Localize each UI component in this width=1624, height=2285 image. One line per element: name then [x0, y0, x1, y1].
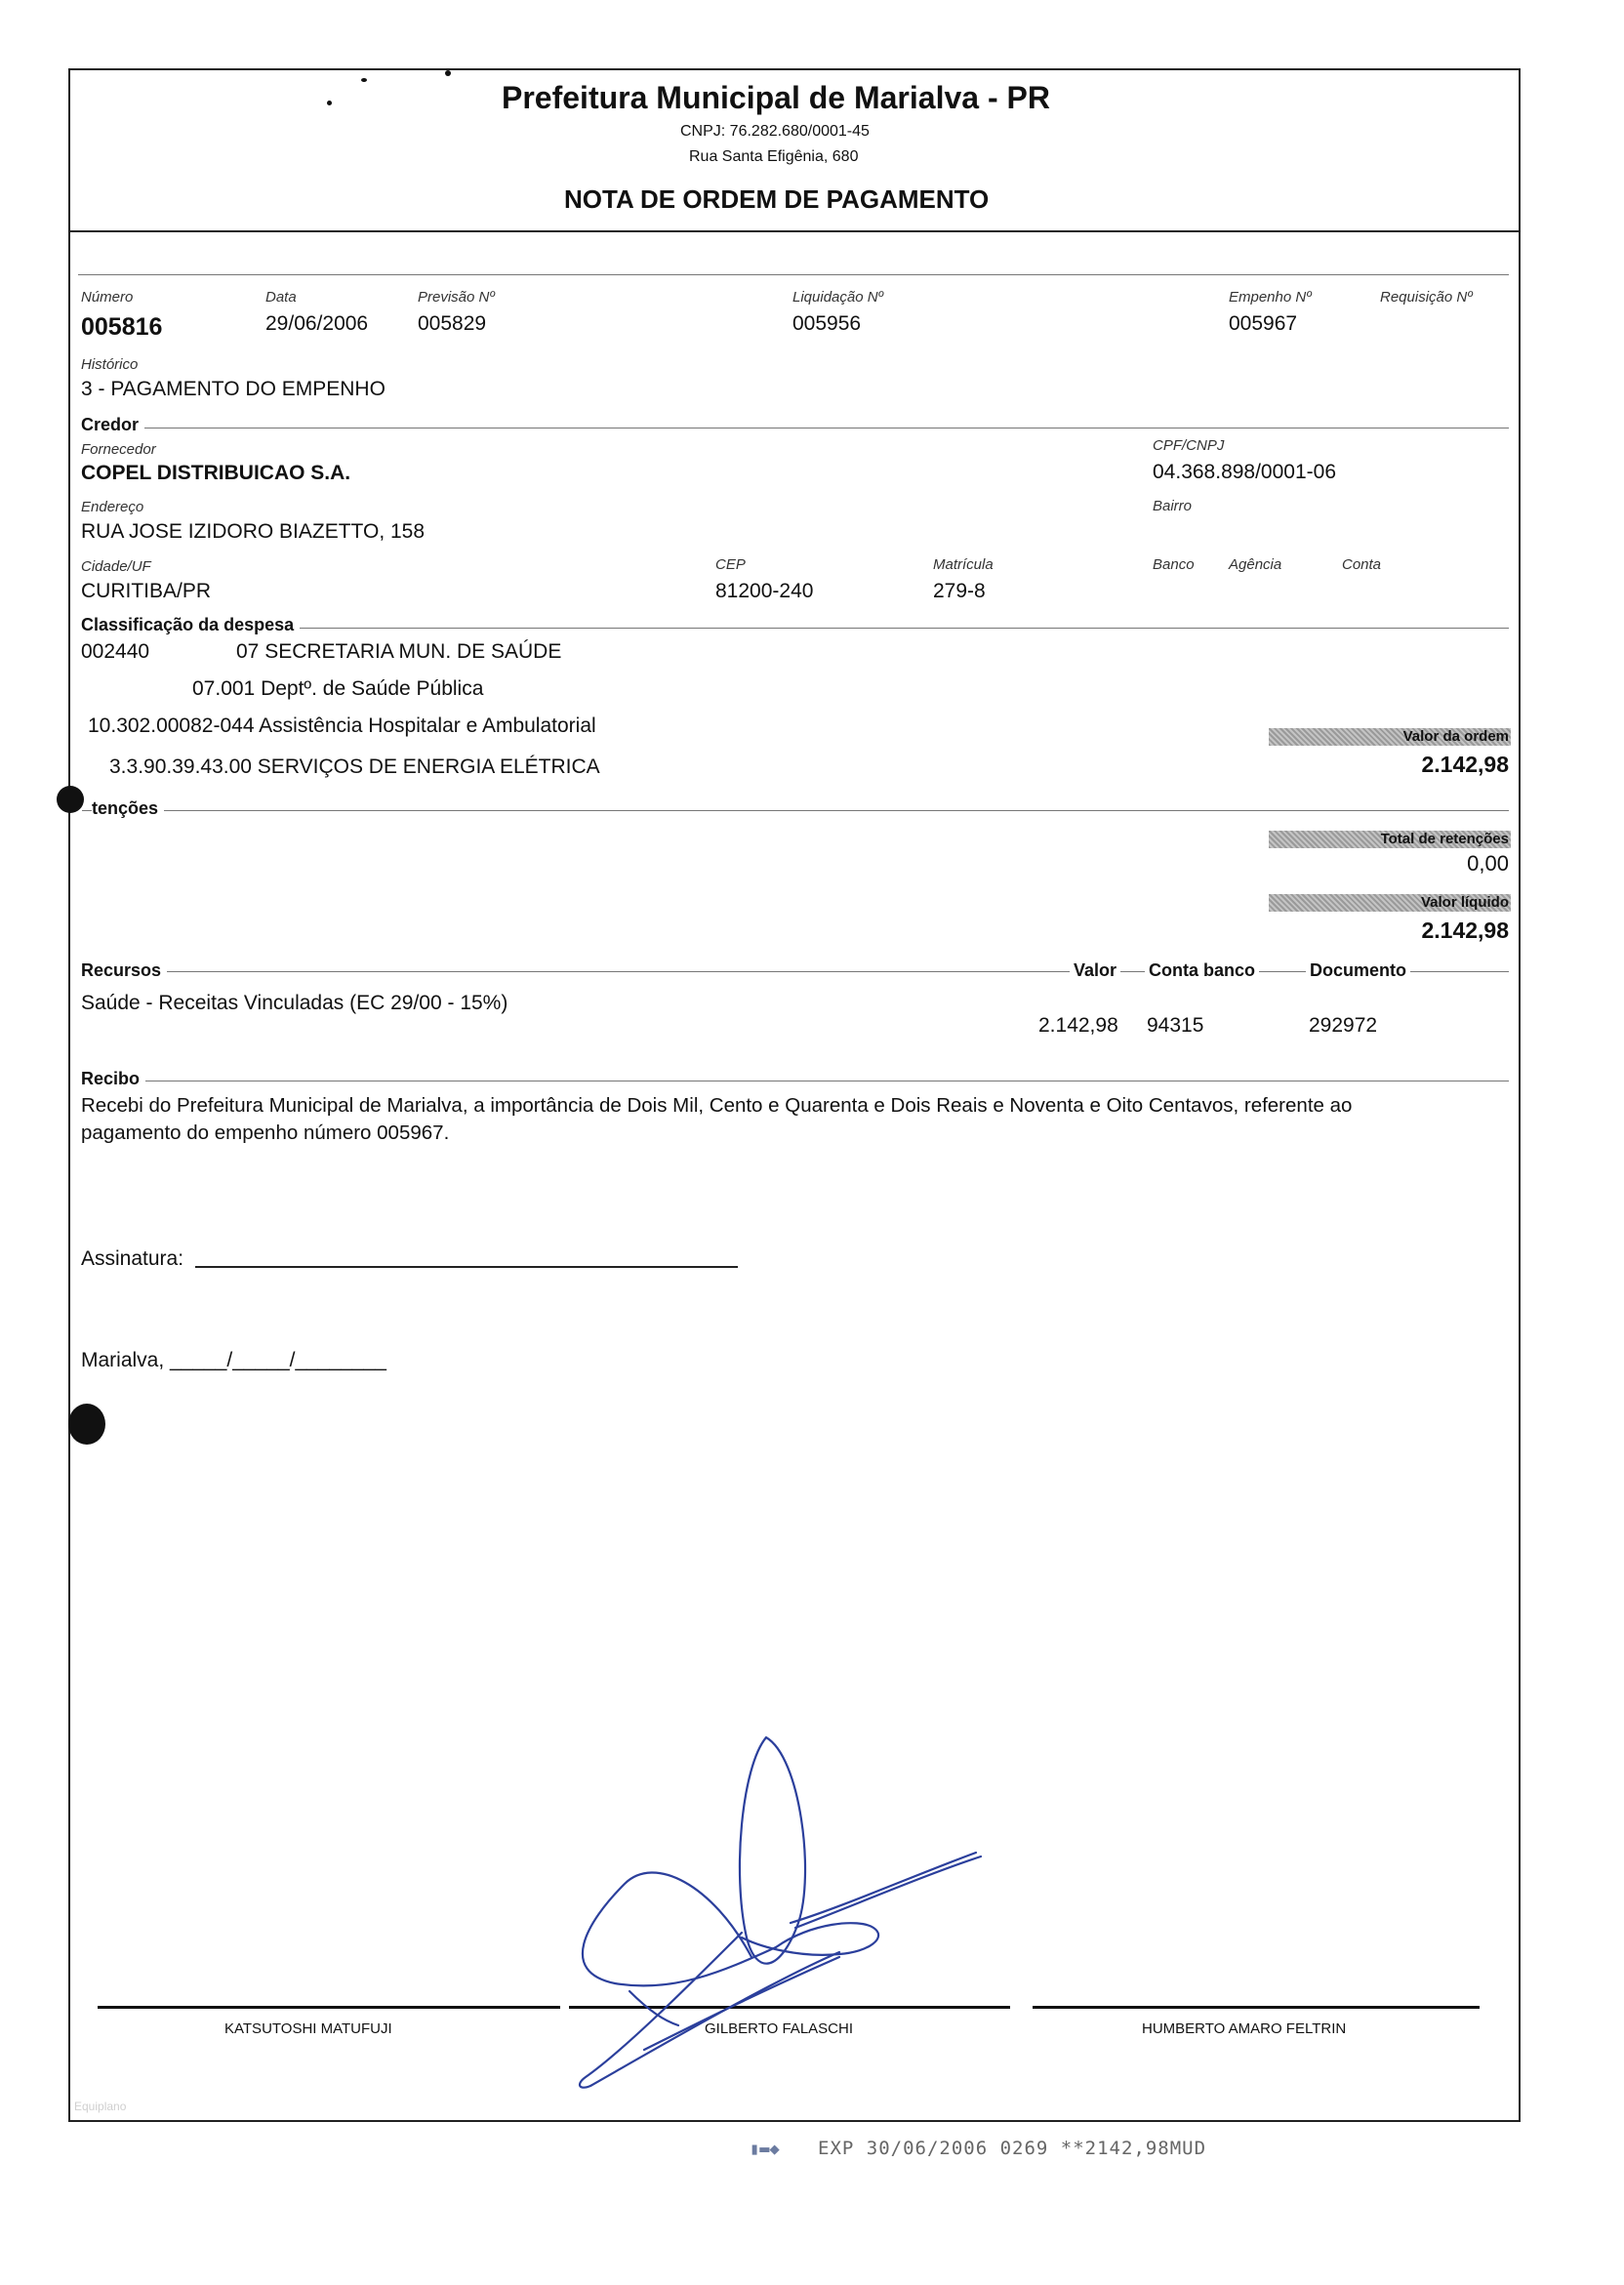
- banco-label: Banco: [1153, 556, 1195, 573]
- recursos-documento: 292972: [1309, 1014, 1378, 1037]
- assinatura-line: [195, 1266, 738, 1268]
- credor-section-label: Credor: [81, 415, 144, 435]
- recursos-valor-header: Valor: [1070, 960, 1120, 981]
- liquidacao-label: Liquidação Nº: [792, 289, 884, 306]
- signatory-name-3: HUMBERTO AMARO FELTRIN: [1142, 2020, 1347, 2037]
- fornecedor-label: Fornecedor: [81, 441, 156, 458]
- software-watermark: Equiplano: [74, 2100, 127, 2113]
- divider: [78, 274, 1509, 275]
- classificacao-code: 002440: [81, 640, 150, 663]
- liquidacao-value: 005956: [792, 312, 862, 335]
- total-retencoes-value: 0,00: [1467, 851, 1509, 876]
- total-retencoes-label: Total de retenções: [1380, 831, 1509, 847]
- retencoes-section-label: tenções: [92, 798, 164, 819]
- page-title: Prefeitura Municipal de Marialva - PR: [502, 80, 1050, 115]
- signatory-name-2: GILBERTO FALASCHI: [705, 2020, 853, 2037]
- numero-value: 005816: [81, 313, 163, 341]
- data-value: 29/06/2006: [265, 312, 369, 335]
- cep-value: 81200-240: [715, 580, 814, 602]
- scan-speck: [327, 101, 332, 105]
- signatory-name-1: KATSUTOSHI MATUFUJI: [224, 2020, 392, 2037]
- classificacao-section-label: Classificação da despesa: [81, 615, 300, 635]
- recursos-conta-banco: 94315: [1147, 1014, 1204, 1037]
- programa-text: 10.302.00082-044 Assistência Hospitalar e Ambulatorial: [88, 714, 596, 737]
- requisicao-label: Requisição Nº: [1380, 289, 1473, 306]
- fornecedor-value: COPEL DISTRIBUICAO S.A.: [81, 462, 351, 484]
- local-data-line: Marialva, _____/_____/________: [81, 1349, 386, 1371]
- recursos-conta-banco-header: Conta banco: [1145, 960, 1259, 981]
- empenho-label: Empenho Nº: [1229, 289, 1312, 306]
- departamento-text: 07.001 Deptº. de Saúde Pública: [192, 677, 484, 700]
- matricula-value: 279-8: [933, 580, 986, 602]
- bairro-label: Bairro: [1153, 498, 1193, 514]
- address-text: Rua Santa Efigênia, 680: [689, 148, 859, 165]
- conta-label: Conta: [1342, 556, 1382, 573]
- data-label: Data: [265, 289, 297, 306]
- bank-stamp-logo: ▮▬◆: [750, 2140, 780, 2159]
- valor-ordem-value: 2.142,98: [1421, 752, 1509, 777]
- recursos-section-label: Recursos: [81, 960, 167, 981]
- recursos-documento-header: Documento: [1306, 960, 1410, 981]
- assinatura-label: Assinatura:: [81, 1247, 184, 1270]
- secretaria-text: 07 SECRETARIA MUN. DE SAÚDE: [236, 640, 562, 663]
- cpf-cnpj-label: CPF/CNPJ: [1153, 437, 1225, 454]
- recursos-valor: 2.142,98: [1038, 1014, 1118, 1037]
- recibo-text-line1: Recebi do Prefeitura Municipal de Marialva, a importância de Dois Mil, Cento e Quarenta e Dois Reais e Noventa e Oito Centavos, referente ao: [81, 1094, 1353, 1117]
- divider: [82, 810, 1509, 811]
- punch-hole-mark: [57, 786, 84, 813]
- document-title: NOTA DE ORDEM DE PAGAMENTO: [564, 184, 990, 214]
- signature-line-3: [1033, 2006, 1480, 2009]
- valor-liquido-label: Valor líquido: [1420, 894, 1509, 911]
- historico-label: Histórico: [81, 356, 139, 373]
- punch-hole-mark: [68, 1404, 105, 1445]
- recibo-section-label: Recibo: [81, 1069, 145, 1089]
- matricula-label: Matrícula: [933, 556, 994, 573]
- previsao-value: 005829: [418, 312, 487, 335]
- signature-line-1: [98, 2006, 560, 2009]
- recursos-descricao: Saúde - Receitas Vinculadas (EC 29/00 - 15%): [81, 992, 508, 1014]
- scan-speck: [445, 70, 451, 76]
- cidade-value: CURITIBA/PR: [81, 580, 212, 602]
- historico-value: 3 - PAGAMENTO DO EMPENHO: [81, 378, 386, 400]
- header-divider: [68, 230, 1521, 232]
- numero-label: Número: [81, 289, 134, 306]
- empenho-value: 005967: [1229, 312, 1298, 335]
- cpf-cnpj-value: 04.368.898/0001-06: [1153, 461, 1337, 483]
- elemento-text: 3.3.90.39.43.00 SERVIÇOS DE ENERGIA ELÉTRICA: [109, 755, 600, 778]
- agencia-label: Agência: [1229, 556, 1282, 573]
- handwritten-signature: [547, 1728, 995, 2099]
- scan-speck: [361, 78, 367, 82]
- valor-liquido-value: 2.142,98: [1421, 918, 1509, 943]
- recibo-text-line2: pagamento do empenho número 005967.: [81, 1122, 450, 1144]
- divider: [82, 971, 1509, 972]
- valor-ordem-label: Valor da ordem: [1402, 728, 1509, 745]
- cep-label: CEP: [715, 556, 746, 573]
- bank-authentication-stamp: EXP 30/06/2006 0269 **2142,98MUD: [818, 2138, 1207, 2159]
- cnpj-text: CNPJ: 76.282.680/0001-45: [680, 123, 870, 140]
- endereco-value: RUA JOSE IZIDORO BIAZETTO, 158: [81, 520, 426, 543]
- endereco-label: Endereço: [81, 499, 144, 515]
- cidade-label: Cidade/UF: [81, 558, 151, 575]
- previsao-label: Previsão Nº: [418, 289, 495, 306]
